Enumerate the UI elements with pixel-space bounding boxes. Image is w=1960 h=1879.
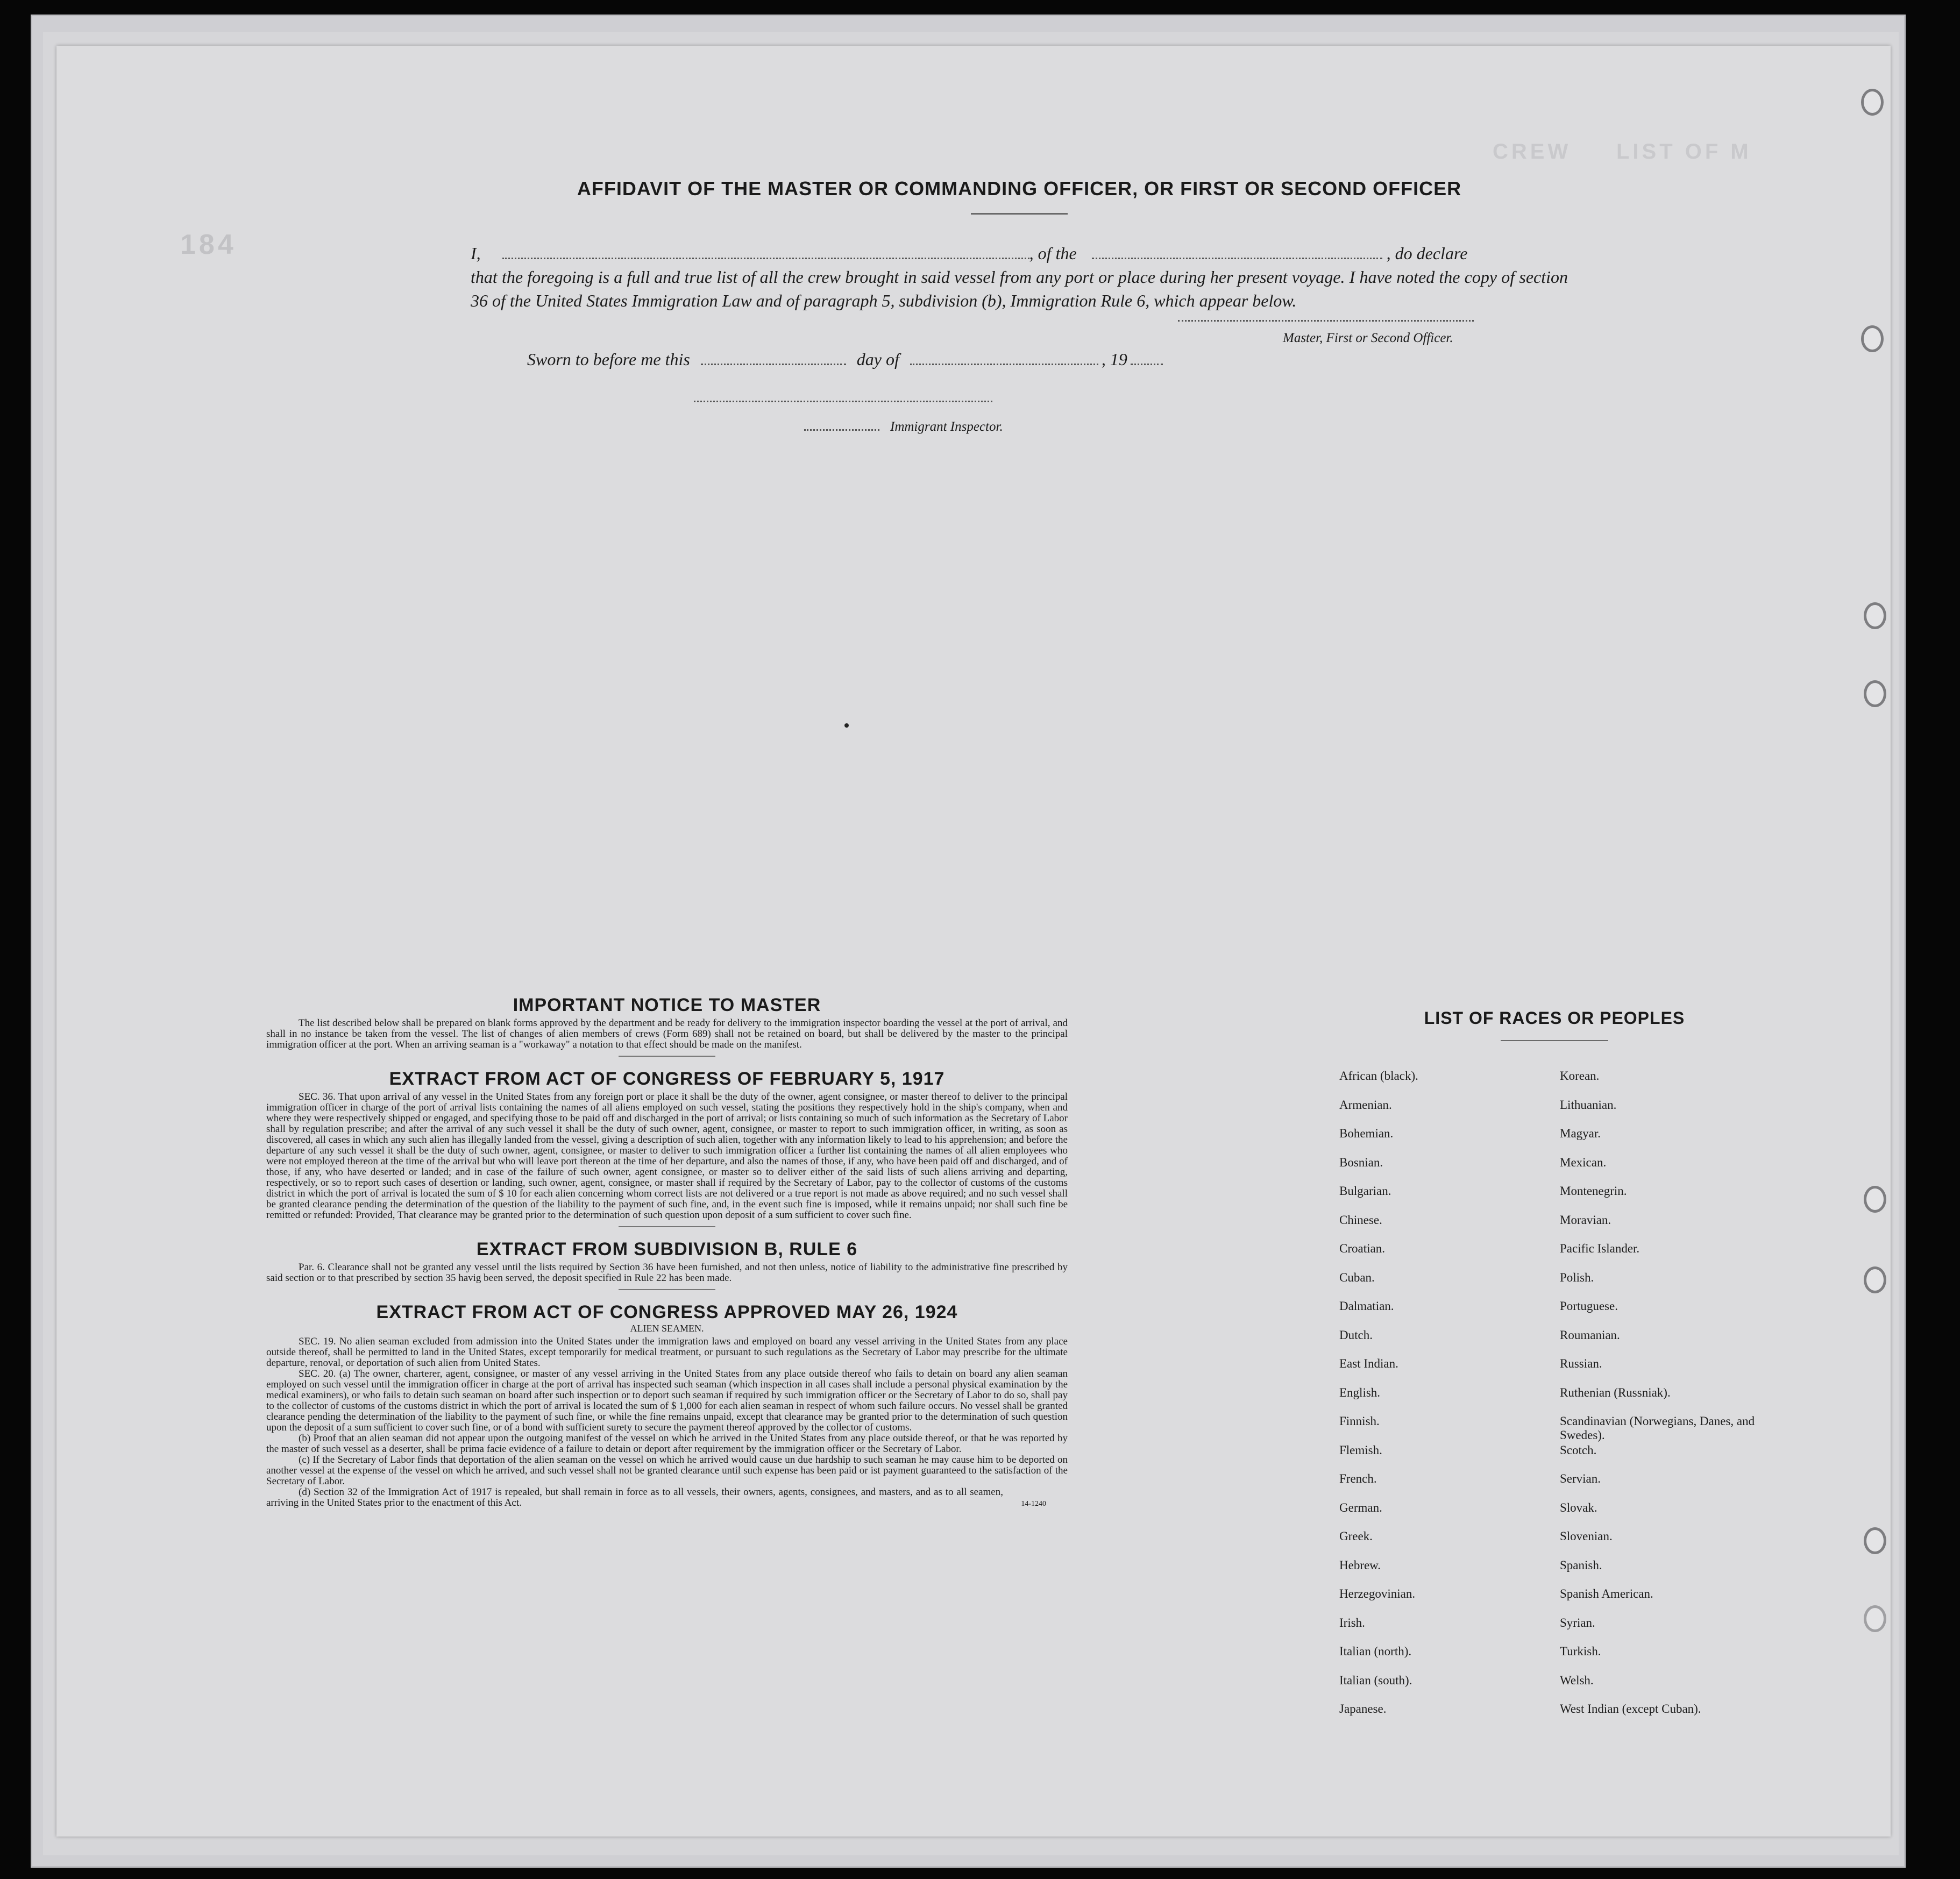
races-left-column [1339, 1069, 1560, 1731]
affidavit-i: I, [471, 244, 481, 263]
race-item: Mexican. [1560, 1155, 1607, 1169]
race-item: Japanese. [1339, 1702, 1387, 1716]
race-item: Bulgarian. [1339, 1184, 1391, 1198]
sworn-year: , 19 [1101, 350, 1127, 369]
inspector-dots [804, 429, 879, 431]
act-1924-title: EXTRACT FROM ACT OF CONGRESS APPROVED MAY 26, 1924 [376, 1302, 958, 1322]
act-1924-sec20b: (b) Proof that an alien seaman did not appear upon the outgoing manifest of the vessel on which he arrived in the United States from any place outside thereof, or that he was reported by the master of such vessel as a deserter, shall be prima facie evidence of a failure to detain or deport after requirement by the immigration officer or the Secretary of Labor. [266, 1433, 1068, 1455]
act-1917-title: EXTRACT FROM ACT OF CONGRESS OF FEBRUARY 5, 1917 [389, 1069, 945, 1089]
act-1924-sec20a: SEC. 20. (a) The owner, charterer, agent, consignee, or master of any vessel arriving in the United States from any place outside thereof who fails to detain on board any alien seaman employed on such vessel until the immigration officer in charge at the port of arrival has inspected such seaman (which inspection in all cases shall include a personal physical examination by the medical examiners), or who fails to detain such seaman on board after such inspection or to deport such seaman if required by such immigration officer or the Secretary of Labor to do so, shall pay to the collector of customs of the customs district in which the port of arrival is located the sum of $ 1,000 for each alien seaman in respect of whom such failure occurs. No vessel shall be granted clearance pending the determination of the liability to the payment of such fine, or while the fine remains unpaid, except that clearance may be granted prior to the determination of such question upon the deposit of a sum sufficient to cover such fine, or of a bond with sufficient surety to secure the payment thereof approved by the collector of customs. [266, 1368, 1068, 1433]
races-title-underline [1501, 1040, 1608, 1041]
races-section [1339, 1008, 1770, 1731]
race-item: Russian. [1560, 1357, 1602, 1370]
act-1924-sec20d: (d) Section 32 of the Immigration Act of 1917 is repealed, but shall remain in force as to all vessels, their owners, agents, consignees, and masters, and as to all seamen, arriving in the United States prior to the enactment of this Act. [266, 1486, 1003, 1508]
race-item: Slovak. [1560, 1500, 1597, 1514]
race-item: Polish. [1560, 1270, 1594, 1284]
act-1924-subtitle: ALIEN SEAMEN. [630, 1323, 704, 1334]
affidavit-declare: , do declare [1386, 244, 1468, 263]
race-item: Welsh. [1560, 1673, 1594, 1687]
punch-hole [1861, 89, 1884, 116]
separator [619, 1289, 715, 1290]
affidavit-body [471, 241, 1568, 312]
races-right-column [1560, 1069, 1770, 1731]
punch-hole [1864, 680, 1886, 707]
race-item: Pacific Islander. [1560, 1242, 1640, 1255]
race-item: Korean. [1560, 1069, 1600, 1083]
punch-hole [1864, 1605, 1886, 1632]
sworn-year-blank[interactable] [1131, 364, 1163, 365]
race-item: Dalmatian. [1339, 1299, 1394, 1313]
race-item: French. [1339, 1472, 1377, 1485]
race-item: Cuban. [1339, 1270, 1375, 1284]
notice-text: The list described below shall be prepared on blank forms approved by the department and be ready for delivery to the immigration inspector boarding the vessel at the port of arrival, and shall in no instance be taken from the vessel. The list of changes of alien members of crews (Form 689) shall not be retained on board, but shall be delivered by the master to the principal immigration officer at the port. When an arriving seaman is a "workaway" a notation to that effect should be made on the manifest. [266, 1017, 1068, 1050]
race-item: East Indian. [1339, 1357, 1398, 1370]
race-item: Spanish American. [1560, 1587, 1653, 1600]
inspector-label: Immigrant Inspector. [890, 419, 1003, 434]
rule-6-text: Par. 6. Clearance shall not be granted any vessel until the lists required by Section 36 have been furnished, and not then unless, notice of liability to the administrative fine prescribed by said section or to that prescribed by section 35 havig been served, the deposit specified in Rule 22 has been made. [266, 1262, 1068, 1284]
name-blank[interactable] [502, 258, 1029, 259]
bleed-through-heading: LIST OF M [1616, 140, 1752, 163]
act-1917-text: SEC. 36. That upon arrival of any vessel in the United States from any foreign port or place it shall be the duty of the owner, agent consignee, or master thereof to deliver to the principal immigration officer in charge of the port of arrival lists containing the names of all aliens employed on such vessel, stating the positions they respectively hold in the ship's company, when and where they were respectively shipped or engaged, and specifying those to be paid off and discharged in the port of arrival; or lists containing so much of such information as the Secretary of Labor shall by regulation prescribe; and after the arrival of any such vessel it shall be the duty of such owner, agent, consignee, or master to report to such immigration officer, in writing, as soon as discovered, all cases in which any such alien has illegally landed from the vessel, giving a description of such alien, together with any information likely to lead to his apprehension; and before the departure of any such vessel it shall be the duty of such owner, agent, consignee, or master to deliver to such immigration officer a further list containing the names of all alien employees who were not employed thereon at the time of the arrival but who will leave port thereon at the time of her departure, and also the names of those, if any, who have been paid off and discharged, and of those, if any, who have deserted or landed; and in case of the failure of such owner, agent consignee, or master so to deliver either of the said lists of such aliens arriving and departing, respectively, or so to report such cases of desertion or landing, such owner, agent, consignee, or master shall if required by the Secretary of Labor, pay to the collector of customs of the customs district in which the port of arrival is located the sum of $ 10 for each alien concerning whom correct lists are not delivered or a true report is not made as above required; and no such vessel shall be granted clearance pending the determination of the question of the liability to the payment of such fine, and, in the event such fine is imposed, while it remains unpaid; nor shall such fine be remitted or refunded: Provided, That clearance may be granted prior to the determination of such question upon deposit of a sum sufficient to cover such fine. [266, 1091, 1068, 1221]
notices-section [266, 995, 1068, 1508]
affidavit-of-the: , of the [1029, 244, 1077, 263]
race-item: Turkish. [1560, 1645, 1601, 1658]
punch-hole [1864, 1527, 1886, 1554]
punch-hole [1864, 1266, 1886, 1293]
race-item: Lithuanian. [1560, 1098, 1617, 1112]
affidavit-text: that the foregoing is a full and true list of all the crew brought in said vessel from any port or place during her present voyage. I have noted the copy of section 36 of the United States Immigration Law and of paragraph 5, subdivision (b), Immigration Rule 6, which appear below. [471, 267, 1568, 310]
race-item: Moravian. [1560, 1213, 1611, 1227]
sworn-day-blank[interactable] [701, 364, 846, 365]
races-title: LIST OF RACES OR PEOPLES [1424, 1008, 1685, 1028]
master-signature-label: Master, First or Second Officer. [1283, 331, 1453, 345]
punch-hole [1864, 602, 1886, 629]
race-item: German. [1339, 1500, 1382, 1514]
bleed-through-heading-right: CREW [1493, 140, 1572, 163]
affidavit-section [471, 177, 1568, 312]
separator [619, 1226, 715, 1227]
race-item: Greek. [1339, 1529, 1373, 1543]
race-item: Portuguese. [1560, 1299, 1618, 1313]
race-item: African (black). [1339, 1069, 1418, 1083]
race-item: Finnish. [1339, 1414, 1380, 1428]
race-item: Italian (south). [1339, 1673, 1412, 1687]
inspector-signature-blank[interactable] [694, 401, 992, 402]
race-item: Bosnian. [1339, 1155, 1383, 1169]
notice-title: IMPORTANT NOTICE TO MASTER [513, 995, 821, 1015]
race-item: West Indian (except Cuban). [1560, 1702, 1701, 1716]
stray-dot [844, 723, 849, 728]
title-underline [971, 213, 1068, 215]
race-item: Croatian. [1339, 1242, 1385, 1255]
race-item: Spanish. [1560, 1558, 1602, 1572]
sworn-line [527, 350, 1163, 369]
act-1924-sec19: SEC. 19. No alien seaman excluded from admission into the United States under the immigration laws and employed on board any vessel arriving in the United States from any place outside thereof, shall be permitted to land in the United States, except temporarily for medical treatment, or pursuant to such regulations as the Secretary of Labor may prescribe for the ultimate departure, renoval, or deportation of such alien from United States. [266, 1336, 1068, 1369]
race-item: Irish. [1339, 1615, 1365, 1629]
master-signature-blank[interactable] [1178, 320, 1474, 322]
race-item: Chinese. [1339, 1213, 1382, 1227]
race-item: Flemish. [1339, 1443, 1382, 1457]
race-item: Armenian. [1339, 1098, 1392, 1112]
act-1924-sec20c: (c) If the Secretary of Labor finds that deportation of the alien seaman on the vessel on which he arrived would cause un due hardship to such seaman he may cause him to be deported on another vessel at the expense of the vessel on which he arrived, and such vessel shall not be granted clearance until such expense has been paid or ist payment guaranteed to the satisfaction of the Secretary of Labor. [266, 1454, 1068, 1487]
sworn-month-blank[interactable] [910, 364, 1098, 365]
race-item: Herzegovinian. [1339, 1587, 1416, 1600]
punch-hole [1864, 1186, 1886, 1213]
race-item: Ruthenian (Russniak). [1560, 1385, 1671, 1399]
form-number: 14-1240 [1021, 1500, 1046, 1508]
vessel-blank[interactable] [1092, 258, 1382, 259]
race-item: Scotch. [1560, 1443, 1597, 1457]
races-grid [1339, 1069, 1770, 1731]
race-item: Montenegrin. [1560, 1184, 1627, 1198]
race-item: Servian. [1560, 1472, 1601, 1485]
race-item: Dutch. [1339, 1328, 1373, 1342]
inspector-line [804, 419, 1003, 435]
race-item: Roumanian. [1560, 1328, 1620, 1342]
race-item: Hebrew. [1339, 1558, 1381, 1572]
race-item: Italian (north). [1339, 1645, 1412, 1658]
race-item: Slovenian. [1560, 1529, 1613, 1543]
race-item: Syrian. [1560, 1615, 1595, 1629]
sworn-day-of: day of [856, 350, 899, 369]
rule-6-title: EXTRACT FROM SUBDIVISION B, RULE 6 [476, 1239, 858, 1259]
race-item: Magyar. [1560, 1127, 1601, 1140]
separator [619, 1056, 715, 1057]
punch-hole [1861, 325, 1884, 352]
affidavit-title: AFFIDAVIT OF THE MASTER OR COMMANDING OFFICER, OR FIRST OR SECOND OFFICER [577, 177, 1462, 200]
bleed-through-number: 184 [180, 229, 237, 260]
race-item: English. [1339, 1385, 1381, 1399]
race-item: Bohemian. [1339, 1127, 1394, 1140]
race-item: Scandinavian (Norwegians, Danes, and Swedes). [1560, 1414, 1755, 1442]
document-page [56, 46, 1891, 1837]
sworn-prefix: Sworn to before me this [527, 350, 690, 369]
